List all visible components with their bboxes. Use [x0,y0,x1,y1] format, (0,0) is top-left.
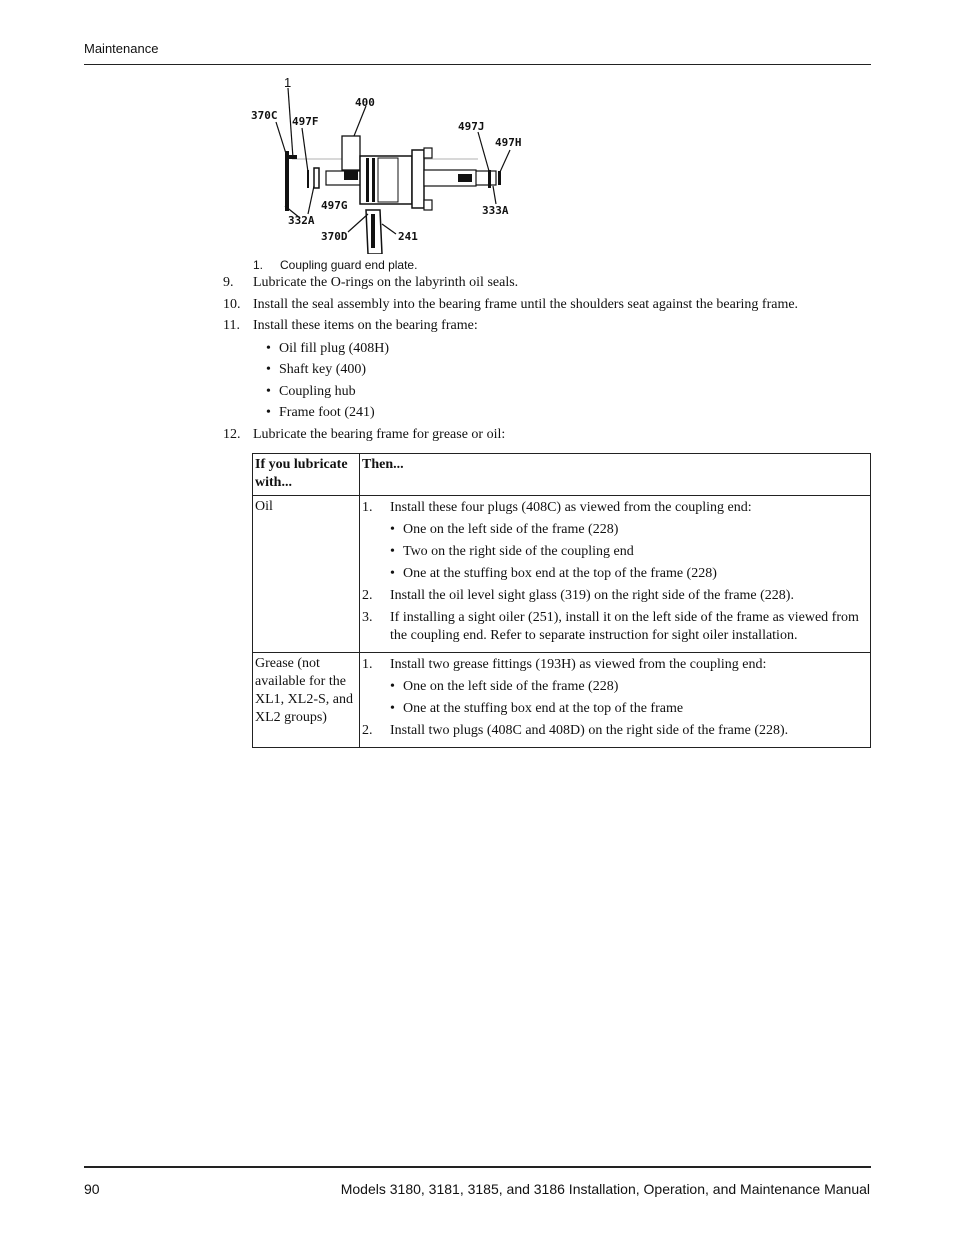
table-row-oil [253,496,871,653]
table-step-number: 1. [362,657,373,672]
o-ring-497h [498,171,501,185]
callout-497j: 497J [458,120,485,133]
row-instructions-grease [360,653,871,748]
end-plate-shape [285,151,289,211]
step-12 [223,426,505,444]
table-bullet-text: One at the stuffing box end at the top of the frame [403,701,684,716]
table-step-number: 1. [362,500,373,515]
table-bullet [362,565,868,583]
step-number: 12. [223,427,241,442]
row-label-grease: Grease (not available for the XL1, XL2-S, and XL2 groups) [253,653,360,748]
step-number: 9. [223,275,234,290]
table-step-text: Install these four plugs (408C) as viewed from the coupling end: [390,500,752,515]
o-ring-497f [307,170,309,188]
header-divider [84,64,871,65]
bearing-line-2 [372,158,375,202]
callout-400: 400 [355,96,375,109]
table-row-grease [253,653,871,748]
table-step-number: 2. [362,588,373,603]
list-item-text: Shaft key (400) [279,362,367,377]
callout-1: 1 [284,75,292,90]
table-step [362,722,868,740]
bullet-glyph: • [390,679,395,694]
table-step-number: 2. [362,723,373,738]
row-label-oil: Oil [253,496,360,653]
row-instructions-oil [360,496,871,653]
table-step [362,499,868,517]
list-item [266,404,375,422]
list-item [266,361,366,379]
step-text: Lubricate the bearing frame for grease or oil: [253,427,506,442]
manual-title: Models 3180, 3181, 3185, and 3186 Installation, Operation, and Maintenance Manual [340,1181,870,1197]
bullet-glyph: • [390,544,395,559]
callout-241: 241 [398,230,418,243]
table-bullet-text: One at the stuffing box end at the top of the frame (228) [403,566,717,581]
table-bullet [362,700,868,718]
caption-number: 1. [253,258,264,272]
step-11 [223,317,478,335]
bullet-glyph: • [390,566,395,581]
lubrication-table [252,453,871,748]
bullet-glyph: • [390,522,395,537]
bullet-glyph: • [390,701,395,716]
bullet-glyph: • [266,384,271,399]
callout-497h: 497H [495,136,522,149]
table-bullet-text: Two on the right side of the coupling end [403,544,634,559]
bearing-frame-drawing [248,74,538,254]
caption-text: Coupling guard end plate. [280,258,418,272]
table-step-number: 3. [362,610,373,625]
table-header-row [253,454,871,496]
callout-370d: 370D [321,230,348,243]
table-bullet-text: One on the left side of the frame (228) [403,522,619,537]
step-number: 11. [223,318,240,333]
table-step-text: Install the oil level sight glass (319) on the right side of the frame (228). [390,588,794,603]
callout-333a: 333A [482,204,509,217]
list-item-text: Oil fill plug (408H) [279,341,390,356]
table-step [362,587,868,605]
callout-370c: 370C [251,109,278,122]
key-seat [344,170,358,180]
list-item [266,383,356,401]
step-9 [223,274,518,292]
bullet-glyph: • [266,341,271,356]
step-text: Install the seal assembly into the bearing frame until the shoulders seat against the bearing frame. [253,297,799,312]
table-bullet [362,543,868,561]
table-bullet-text: One on the left side of the frame (228) [403,679,619,694]
table-step [362,609,868,645]
seal-detail [458,174,472,182]
bullet-glyph: • [266,405,271,420]
o-ring-497j [488,170,491,188]
table-step-text: Install two grease fittings (193H) as viewed from the coupling end: [390,657,767,672]
o-ring-497g [314,168,319,188]
step-text: Lubricate the O-rings on the labyrinth oil seals. [253,275,519,290]
shaft-key-shape [342,136,360,170]
frame-foot-inner [371,214,375,248]
table-step [362,656,868,674]
step-text: Install these items on the bearing frame: [253,318,478,333]
column-header-action: Then... [360,454,871,496]
callout-497g: 497G [321,199,348,212]
table-step-text: Install two plugs (408C and 408D) on the right side of the frame (228). [390,723,789,738]
page-number: 90 [84,1181,100,1197]
step-10 [223,296,798,314]
bullet-glyph: • [266,362,271,377]
frame-flange [412,150,424,208]
flange-lug-top [424,148,432,158]
list-item [266,340,389,358]
column-header-lubricant: If you lubricate with... [253,454,360,496]
table-step-text: If installing a sight oiler (251), install it on the left side of the frame as viewed from the coupling end. Refer to separate instruction for sight oiler installation. [390,610,859,643]
callout-332a: 332A [288,214,315,227]
exploded-view-figure [248,74,538,254]
bearing-line-1 [366,158,369,202]
flange-lug-bottom [424,200,432,210]
list-item-text: Frame foot (241) [279,405,375,420]
figure-caption [253,258,417,272]
step-number: 10. [223,297,241,312]
footer-divider [84,1166,871,1168]
table-bullet [362,678,868,696]
section-header: Maintenance [84,41,159,56]
list-item-text: Coupling hub [279,384,356,399]
table-bullet [362,521,868,539]
callout-497f: 497F [292,115,319,128]
